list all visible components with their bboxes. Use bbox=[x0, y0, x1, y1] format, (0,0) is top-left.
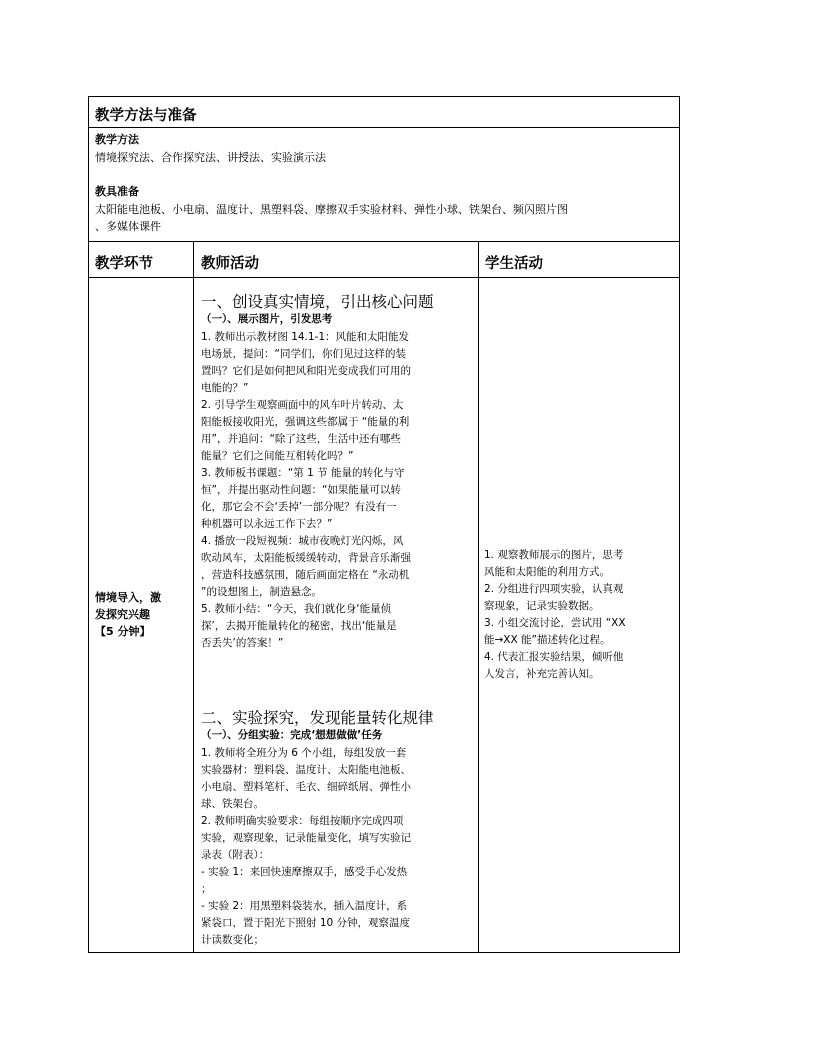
teacher-part1-body: 1. 教师出示教材图 14.1-1：风能和太阳能发 电场景，提问：“同学们，你们见过这样的装 置吗？它们是如何把风和阳光变成我们可用的 电能的？” 2. 引导学生观察画面中的风车叶片转动、太 阳能板接收阳光，强调这些都属于 “能量的利 用”，并追问：“除了这些，生活中还有哪些 能量？它们之间能互相转化吗？” 3. 教师板书课题：“第 1 节 能量的转化与守 恒”，并提出驱动性问题：“如果能量可以转 化，那它会不会‘丢掉’一部分呢？有没有一 种机器可以永远工作下去？” 4. 播放一段短视频：城市夜晚灯光闪烁，风 吹动风车，太阳能板缓缓转动，背景音乐渐强 ，营造科技感氛围，随后画面定格在 “永动机 ”的设想图上，制造悬念。 5. 教师小结：“今天，我们就化身‘能量侦 探’，去揭开能量转化的秘密，找出‘能量是 否丢失’的答案！” bbox=[201, 331, 411, 649]
methods-label: 教学方法 bbox=[95, 133, 139, 146]
rule-under-heading bbox=[89, 127, 679, 128]
header-stage: 教学环节 bbox=[95, 256, 153, 272]
tools-text-line2: 、多媒体课件 bbox=[95, 220, 161, 233]
section-heading: 教学方法与准备 bbox=[95, 108, 197, 124]
stage-line3: 【5 分钟】 bbox=[95, 625, 151, 638]
header-student: 学生活动 bbox=[485, 256, 543, 272]
teacher-part1-subtitle: （一）、展示图片，引发思考 bbox=[201, 313, 333, 325]
rule-above-header bbox=[89, 241, 679, 242]
lesson-plan-table bbox=[88, 96, 680, 953]
student-activities: 1. 观察教师展示的图片，思考 风能和太阳能的利用方式。 2. 分组进行四项实验，认真观 察现象，记录实验数据。 3. 小组交流讨论，尝试用 “XX 能→XX 能”描述转化过程。 4. 代表汇报实验结果，倾听他 人发言，补充完善认知。 bbox=[484, 549, 626, 680]
stage-line1: 情境导入，激 bbox=[95, 591, 161, 604]
rule-under-header bbox=[89, 277, 679, 278]
tools-text-line1: 太阳能电池板、小电扇、温度计、黑塑料袋、摩擦双手实验材料、弹性小球、铁架台、频闪照片图 bbox=[95, 203, 568, 216]
tools-label: 教具准备 bbox=[95, 185, 139, 198]
header-teacher: 教师活动 bbox=[201, 256, 259, 272]
column-divider-2 bbox=[478, 241, 479, 952]
column-divider-1 bbox=[193, 241, 194, 952]
teacher-part2-subtitle: （一）、分组实验：完成‘想想做做’任务 bbox=[201, 729, 383, 741]
teacher-part2-body: 1. 教师将全班分为 6 个小组，每组发放一套 实验器材：塑料袋、温度计、太阳能电池板、 小电扇、塑料笔杆、毛衣、细碎纸屑、弹性小 球、铁架台。 2. 教师明确实验要求：每组按顺序完成四项 实验，观察现象，记录能量变化，填写实验记 录表（附表）： - 实验 1：来回快速摩擦双手，感受手心发热 ； - 实验 2：用黑塑料袋装水，插入温度计，系 紧袋口，置于阳光下照射 10 分钟，观察温度 计读数变化； bbox=[201, 747, 411, 946]
methods-text: 情境探究法、合作探究法、讲授法、实验演示法 bbox=[95, 151, 326, 164]
teacher-part2-title: 二、实验探究，发现能量转化规律 bbox=[201, 709, 434, 727]
stage-line2: 发探究兴趣 bbox=[95, 608, 150, 621]
teacher-part1-title: 一、创设真实情境，引出核心问题 bbox=[201, 293, 434, 311]
